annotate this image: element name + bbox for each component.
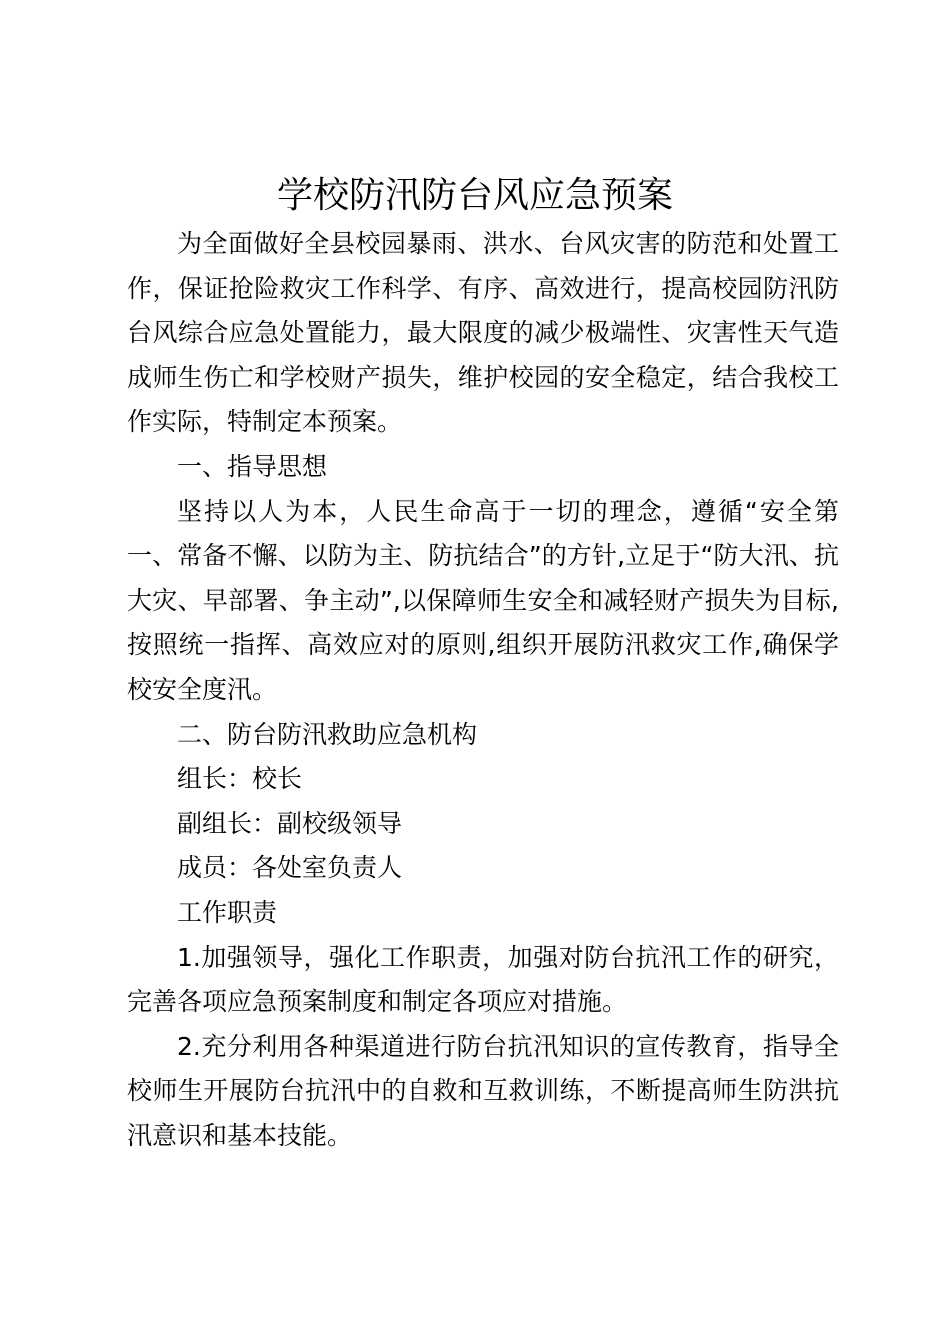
section-heading-guiding-ideology: 一、指导思想 [177, 451, 328, 481]
group-leader-line: 组长：校长 [177, 764, 303, 794]
duties-heading: 工作职责 [177, 897, 278, 927]
members-line: 成员：各处室负责人 [177, 853, 403, 883]
document-body [127, 222, 839, 1158]
intro-paragraph: 为全面做好全县校园暴雨、洪水、台风灾害的防范和处置工作，保证抢险救灾工作科学、有序、高效进行，提高校园防汛防台风综合应急处置能力，最大限度的减少极端性、灾害性天气造成师生伤亡和学校财产损失，维护校园的安全稳定，结合我校工作实际，特制定本预案。 [127, 229, 839, 437]
duty-item-2: 2.充分利用各种渠道进行防台抗汛知识的宣传教育，指导全校师生开展防台抗汛中的自救和互救训练，不断提高师生防洪抗汛意识和基本技能。 [127, 1031, 839, 1150]
section-heading-emergency-organization: 二、防台防汛救助应急机构 [177, 719, 478, 749]
deputy-leader-line: 副组长：副校级领导 [177, 808, 403, 838]
document-title: 学校防汛防台风应急预案 [276, 175, 673, 216]
duty-item-1: 1.加强领导，强化工作职责，加强对防台抗汛工作的研究，完善各项应急预案制度和制定各项应对措施。 [127, 942, 839, 1017]
guiding-ideology-paragraph: 坚持以人为本，人民生命高于一切的理念，遵循“安全第一、常备不懈、以防为主、防抗结合”的方针,立足于“防大汛、抗大灾、早部署、争主动”,以保障师生安全和减轻财产损失为目标,按照统一指挥、高效应对的原则,组织开展防汛救灾工作,确保学校安全度汛。 [127, 496, 839, 704]
